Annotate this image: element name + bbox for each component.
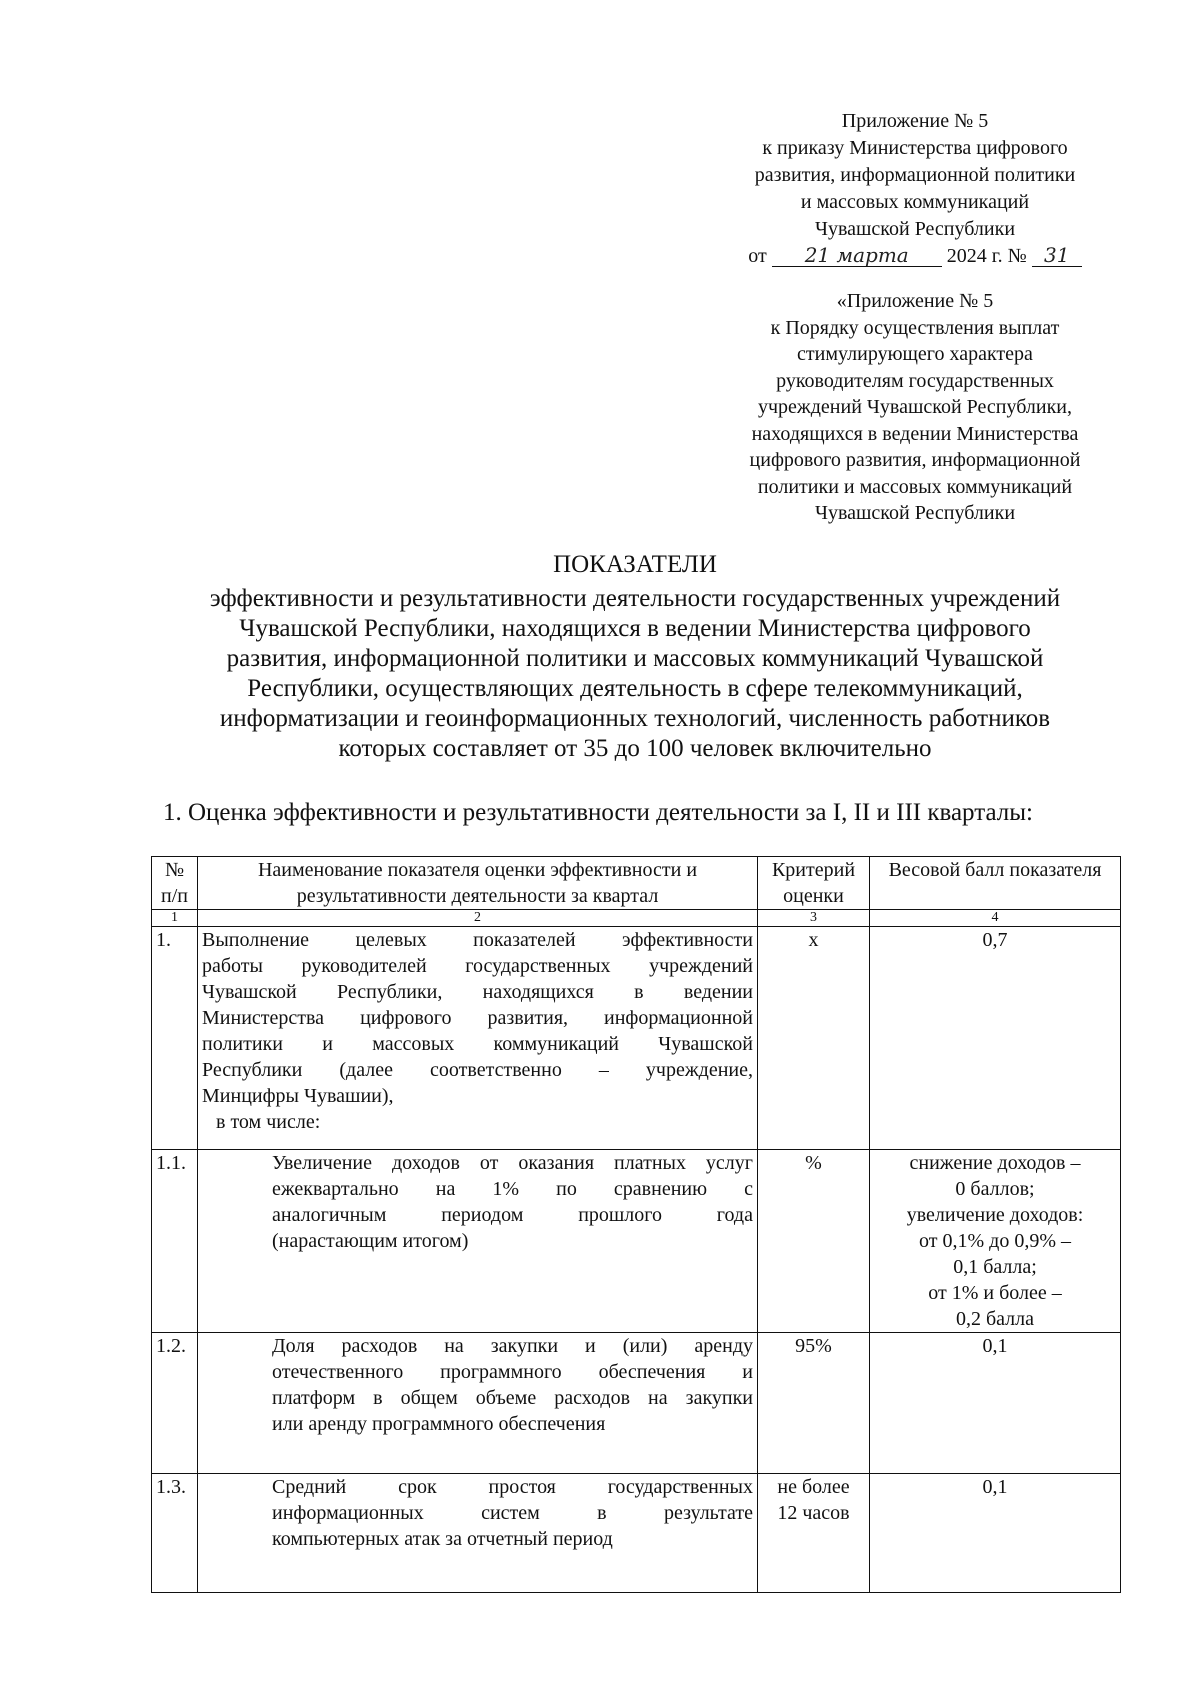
score-cell: 0,7 — [870, 927, 1121, 1150]
procedure-line: руководителям государственных — [776, 369, 1054, 392]
subtitle-line: Республики, осуществляющих деятельность в сфере телекоммуникаций, — [247, 675, 1023, 702]
column-index: 2 — [198, 910, 758, 927]
indicator-text-line: Выполнение целевых показателей эффективности — [202, 929, 753, 951]
procedure-line: к Порядку осуществления выплат — [770, 316, 1060, 339]
indicator-text-line: работы руководителей государственных учреждений — [202, 955, 753, 977]
table-row — [152, 1333, 1121, 1474]
column-index: 3 — [758, 910, 870, 927]
appendix-line: к приказу Министерства цифрового — [762, 137, 1068, 159]
header-criterion: Критерий оценки — [758, 857, 870, 910]
score-line: 0 баллов; — [955, 1178, 1035, 1200]
score-line: от 1% и более – — [928, 1282, 1062, 1304]
header-num: № п/п — [152, 857, 198, 910]
header-score: Весовой балл показателя — [870, 857, 1121, 910]
score-cell: 0,1 — [870, 1474, 1121, 1593]
score-line: 0,1 балла; — [953, 1256, 1037, 1278]
indicator-text-line: платформ в общем объеме расходов на закупки — [272, 1387, 753, 1409]
procedure-line: Чувашской Республики — [814, 502, 1016, 524]
year-text: 2024 г. № — [946, 245, 1027, 267]
date-prefix: от — [748, 245, 767, 267]
indicator-text-line: Увеличение доходов от оказания платных услуг — [272, 1152, 753, 1174]
criterion-line: не более — [777, 1476, 850, 1498]
table-row — [152, 1474, 1121, 1593]
appendix-line: Чувашской Республики — [814, 218, 1016, 240]
column-index: 4 — [870, 910, 1121, 927]
criterion-cell — [758, 1474, 870, 1593]
table-header-row — [152, 857, 1121, 910]
column-index-row — [152, 910, 1121, 927]
indicator-name — [198, 1474, 758, 1593]
appendix-line: и массовых коммуникаций — [800, 191, 1030, 213]
document-title: ПОКАЗАТЕЛИ — [553, 551, 717, 578]
subtitle-line: Чувашской Республики, находящихся в ведении Министерства цифрового — [239, 615, 1031, 642]
subtitle-line: эффективности и результативности деятельности государственных учреждений — [209, 585, 1061, 612]
subtitle-line: развития, информационной политики и массовых коммуникаций Чувашской — [226, 645, 1044, 672]
criterion-cell: 95% — [758, 1333, 870, 1474]
appendix-line: развития, информационной политики — [754, 164, 1076, 186]
document-subtitle — [150, 584, 1120, 764]
score-line: снижение доходов – — [909, 1152, 1081, 1174]
indicator-text-line: информационных систем в результате — [272, 1502, 753, 1524]
indicator-text-line: Доля расходов на закупки и (или) аренду — [272, 1335, 753, 1357]
procedure-appendix-header — [700, 288, 1130, 527]
indicator-text-line: или аренду программного обеспечения — [272, 1413, 606, 1435]
order-appendix-header — [700, 108, 1130, 270]
table-row — [152, 1150, 1121, 1333]
criterion-cell: х — [758, 927, 870, 1150]
indicator-text-line: политики и массовых коммуникаций Чувашской — [202, 1033, 753, 1055]
indicator-text-line: отечественного программного обеспечения и — [272, 1361, 753, 1383]
procedure-line: политики и массовых коммуникаций — [757, 475, 1073, 498]
indicator-text-line: аналогичным периодом прошлого года — [272, 1204, 753, 1226]
row-number: 1. — [152, 927, 198, 1150]
procedure-line: стимулирующего характера — [797, 343, 1033, 365]
table-row — [152, 927, 1121, 1150]
indicator-name — [198, 927, 758, 1150]
indicators-table — [151, 856, 1121, 1593]
header-name: Наименование показателя оценки эффективности и результативности деятельности за квартал — [198, 857, 758, 910]
score-line: 0,2 балла — [955, 1308, 1035, 1330]
appendix-line: Приложение № 5 — [841, 110, 989, 132]
subtitle-line: которых составляет от 35 до 100 человек включительно — [338, 735, 932, 762]
handwritten-order-number: 31 — [1032, 244, 1082, 267]
indicator-text-line: Чувашской Республики, находящихся в ведении — [202, 981, 753, 1003]
order-date-line — [700, 243, 1130, 270]
criterion-line: 12 часов — [777, 1502, 850, 1524]
subtitle-line: информатизации и геоинформационных технологий, численность работников — [219, 705, 1051, 732]
indicator-text-line: ежеквартально на 1% по сравнению с — [272, 1178, 753, 1200]
section-heading: 1. Оценка эффективности и результативности деятельности за I, II и III кварталы: — [163, 799, 1033, 826]
score-line: увеличение доходов: — [906, 1204, 1084, 1226]
column-index: 1 — [152, 910, 198, 927]
indicator-name — [198, 1333, 758, 1474]
procedure-line: учреждений Чувашской Республики, — [758, 396, 1072, 418]
row-number: 1.1. — [152, 1150, 198, 1333]
row-number: 1.3. — [152, 1474, 198, 1593]
indicator-text-line: Министерства цифрового развития, информационной — [202, 1007, 753, 1029]
row-number: 1.2. — [152, 1333, 198, 1474]
procedure-line: находящихся в ведении Министерства — [751, 422, 1079, 445]
indicator-name — [198, 1150, 758, 1333]
procedure-line: «Приложение № 5 — [836, 290, 994, 312]
indicator-text-line: Средний срок простоя государственных — [272, 1476, 753, 1498]
score-cell — [870, 1150, 1121, 1333]
handwritten-date: 21 марта — [772, 244, 942, 267]
score-cell: 0,1 — [870, 1333, 1121, 1474]
indicator-text-line: Республики (далее соответственно – учреждение, — [202, 1059, 753, 1081]
procedure-line: цифрового развития, информационной — [749, 449, 1081, 471]
score-line: от 0,1% до 0,9% – — [919, 1230, 1071, 1252]
indicator-text-line: (нарастающим итогом) — [272, 1230, 469, 1252]
indicator-text-line: компьютерных атак за отчетный период — [272, 1528, 613, 1550]
indicator-text-line: Минцифры Чувашии), — [202, 1085, 394, 1107]
indicator-text-line: в том числе: — [216, 1111, 321, 1133]
criterion-cell: % — [758, 1150, 870, 1333]
